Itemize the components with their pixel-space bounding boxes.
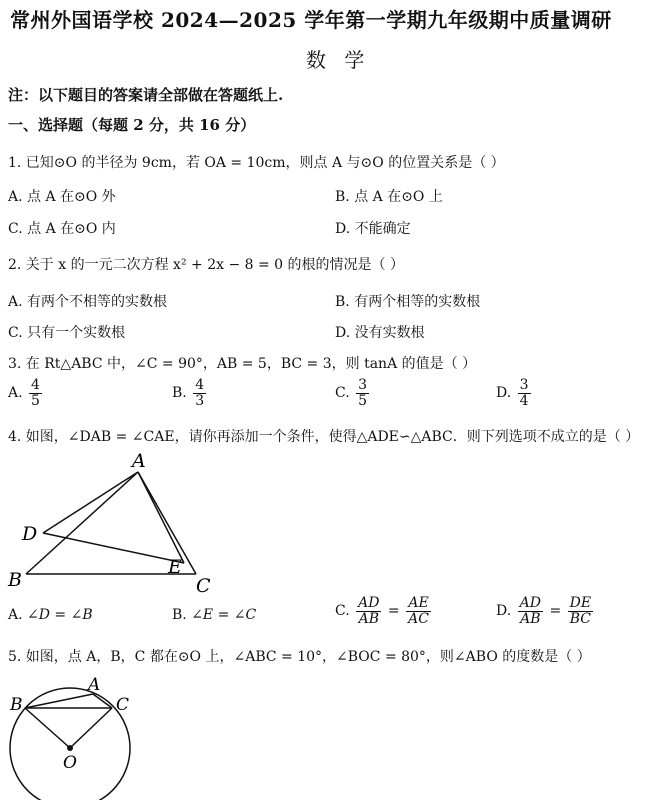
point-d-label: D xyxy=(22,523,38,545)
option-label: B. xyxy=(172,385,187,402)
question-1-option-b: B. 点 A 在⊙O 上 xyxy=(335,189,443,205)
segment-co xyxy=(70,708,112,748)
question-3-option-d xyxy=(496,378,533,408)
option-label: A. xyxy=(8,607,23,623)
fraction xyxy=(518,378,531,408)
fraction xyxy=(193,378,206,408)
question-1-option-c: C. 点 A 在⊙O 内 xyxy=(8,221,116,237)
segment-ac xyxy=(93,694,112,708)
question-3-option-c xyxy=(335,378,371,408)
equals-sign: = xyxy=(549,603,562,620)
numerator: AD xyxy=(358,595,380,611)
question-2-option-c: C. 只有一个实数根 xyxy=(8,325,126,341)
point-b-label: B xyxy=(8,569,22,591)
question-4-option-c xyxy=(335,596,433,626)
fraction xyxy=(406,596,431,626)
center-point xyxy=(67,745,73,751)
point-c-label: C xyxy=(196,575,211,597)
point-b-label: B xyxy=(10,695,23,715)
option-label: A. xyxy=(8,385,23,402)
triangle-figure xyxy=(0,448,230,598)
numerator: AD xyxy=(519,595,541,611)
denominator: AC xyxy=(408,610,429,627)
question-2-stem: 2. 关于 x 的一元二次方程 x² + 2x − 8 = 0 的根的情况是（ ） xyxy=(8,257,404,273)
segment-ab xyxy=(26,472,138,574)
fraction xyxy=(356,378,369,408)
question-3-stem: 3. 在 Rt△ABC 中，∠C = 90°，AB = 5，BC = 3，则 tanA 的值是（ ） xyxy=(8,356,477,372)
numerator: 4 xyxy=(31,377,40,393)
point-e-label: E xyxy=(168,556,182,578)
segment-bo xyxy=(25,708,70,748)
segment-ba xyxy=(25,694,93,708)
denominator: AB xyxy=(358,610,379,627)
segment-de xyxy=(43,533,184,563)
segment-ae xyxy=(138,472,184,563)
denominator: BC xyxy=(569,610,591,627)
question-1-option-a: A. 点 A 在⊙O 外 xyxy=(8,189,116,205)
fraction xyxy=(518,596,543,626)
section-heading: 一、选择题（每题 2 分，共 16 分） xyxy=(8,116,256,134)
segment-ad xyxy=(43,472,138,533)
question-2-option-b: B. 有两个相等的实数根 xyxy=(335,294,481,310)
fraction xyxy=(356,596,381,626)
point-a-label: A xyxy=(88,675,101,695)
option-label: C. xyxy=(335,385,350,402)
question-4-option-b xyxy=(172,607,256,623)
option-label: D. xyxy=(496,603,512,620)
option-text: ∠E = ∠C xyxy=(191,607,257,623)
point-c-label: C xyxy=(116,695,130,715)
question-2-option-d: D. 没有实数根 xyxy=(335,325,425,341)
question-4-option-a xyxy=(8,607,93,623)
numerator: 3 xyxy=(519,377,529,393)
numerator: 3 xyxy=(358,377,368,393)
question-4-option-d xyxy=(496,596,595,626)
denominator: 4 xyxy=(519,392,529,409)
denominator: AB xyxy=(520,610,541,627)
exam-title: 常州外国语学校 2024—2025 学年第一学期九年级期中质量调研 xyxy=(10,8,612,32)
option-label: B. xyxy=(172,607,187,623)
question-1-option-d: D. 不能确定 xyxy=(335,221,411,237)
point-o-label: O xyxy=(63,753,77,773)
denominator: 3 xyxy=(195,392,205,409)
subject-title: 数 学 xyxy=(306,48,371,72)
question-4-stem: 4. 如图，∠DAB = ∠CAE，请你再添加一个条件，使得△ADE∽△ABC．则下列选项不成立的是（ ） xyxy=(8,429,640,445)
option-label: C. xyxy=(335,603,350,620)
numerator: AE xyxy=(408,595,429,611)
denominator: 5 xyxy=(31,392,40,409)
circle-o xyxy=(10,688,130,800)
numerator: 4 xyxy=(195,377,205,393)
option-label: D. xyxy=(496,385,512,402)
denominator: 5 xyxy=(358,392,368,409)
question-1-stem: 1. 已知⊙O 的半径为 9cm，若 OA = 10cm，则点 A 与⊙O 的位置关系是（ ） xyxy=(8,155,505,171)
question-3-option-a xyxy=(8,378,44,408)
point-a-label: A xyxy=(132,450,146,472)
circle-figure xyxy=(0,672,150,800)
question-3-option-b xyxy=(172,378,208,408)
option-text: ∠D = ∠B xyxy=(27,607,93,623)
question-5-stem: 5. 如图，点 A，B，C 都在⊙O 上，∠ABC = 10°，∠BOC = 80°，则∠ABO 的度数是（ ） xyxy=(8,649,591,665)
fraction xyxy=(29,378,42,408)
answer-note: 注：以下题目的答案请全部做在答题纸上. xyxy=(8,86,284,104)
equals-sign: = xyxy=(387,603,400,620)
numerator: DE xyxy=(569,595,592,611)
fraction xyxy=(568,596,593,626)
question-2-option-a: A. 有两个不相等的实数根 xyxy=(8,294,168,310)
